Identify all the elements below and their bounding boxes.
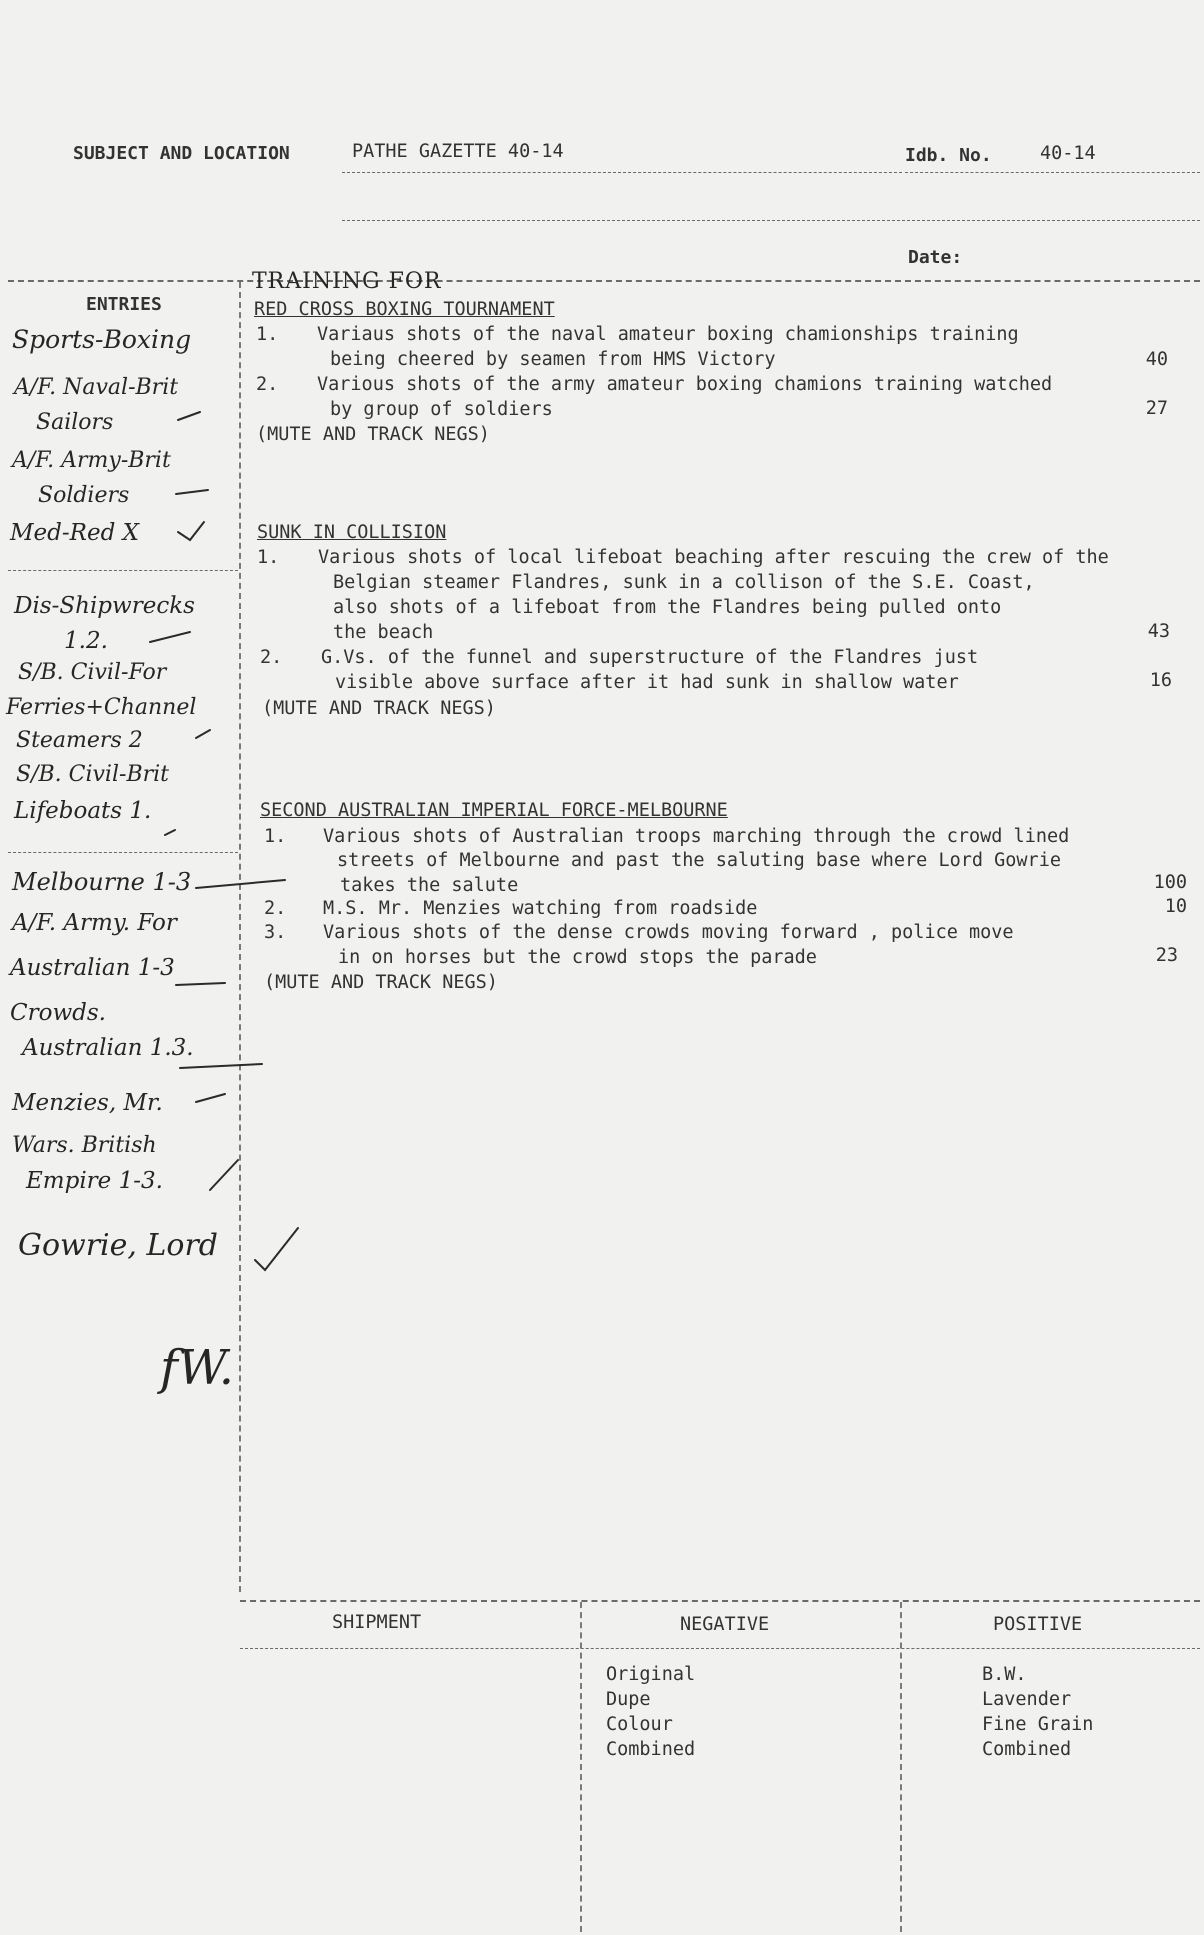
story-1-note: (MUTE AND TRACK NEGS) — [256, 424, 490, 445]
positive-combined: Combined — [982, 1739, 1072, 1760]
story-1-item-2-footage: 27 — [1145, 398, 1168, 419]
handwritten-title-note: TRAINING FOR — [252, 269, 442, 294]
story-1-item-1-line-2: being cheered by seamen from HMS Victory — [330, 349, 776, 370]
negative-colour: Colour — [606, 1714, 673, 1735]
check-sailors — [178, 412, 200, 420]
story-2-item-1-footage: 43 — [1147, 621, 1170, 642]
shipment-label: SHIPMENT — [332, 1612, 422, 1633]
story-3-item-1-line-3: takes the salute — [340, 875, 519, 896]
entry-dis-shipwrecks: Dis-Shipwrecks — [14, 593, 195, 619]
story-3-item-3-line-1: Various shots of the dense crowds moving forward , police move — [323, 922, 1014, 943]
entry-wars-british: Wars. British — [12, 1133, 157, 1158]
story-3-item-3-footage: 23 — [1155, 945, 1178, 966]
story-1-item-2-line-1: Various shots of the army amateur boxing chamions training watched — [317, 374, 1053, 395]
story-3-item-3-num: 3. — [264, 922, 287, 943]
positive-label: POSITIVE — [993, 1614, 1083, 1635]
check-med-red-x — [178, 522, 204, 540]
check-steamers — [196, 730, 210, 738]
entry-af-army-for: A/F. Army. For — [12, 910, 177, 936]
entry-ferries-channel: Ferries+Channel — [6, 695, 197, 720]
entry-af-naval-brit: A/F. Naval-Brit — [14, 375, 179, 400]
footer-header-rule — [240, 1648, 1200, 1649]
story-3-item-2-footage: 10 — [1164, 896, 1187, 917]
story-1-item-1-footage: 40 — [1145, 349, 1168, 370]
negative-dupe: Dupe — [606, 1689, 651, 1710]
entry-lifeboats: Lifeboats 1. — [14, 798, 152, 824]
story-2-item-1-line-1: Various shots of local lifeboat beaching after rescuing the crew of the — [318, 547, 1109, 568]
story-3-item-2-num: 2. — [264, 898, 287, 919]
check-empire — [210, 1160, 238, 1190]
entry-crowds: Crowds. — [10, 1000, 106, 1026]
underline-melbourne — [196, 880, 285, 888]
story-2-note: (MUTE AND TRACK NEGS) — [262, 698, 496, 719]
story-2-item-1-line-2: Belgian steamer Flandres, sunk in a collison of the S.E. Coast, — [333, 572, 1035, 593]
entry-australian-2: Australian 1.3. — [22, 1035, 194, 1061]
check-lifeboats — [165, 830, 175, 835]
positive-bw: B.W. — [982, 1664, 1027, 1685]
entry-dis-shipwrecks-items: 1.2. — [64, 628, 108, 654]
entries-heading: ENTRIES — [86, 294, 162, 315]
negative-original: Original — [606, 1664, 696, 1685]
entry-soldiers: Soldiers — [38, 483, 130, 508]
story-1-item-2-num: 2. — [256, 374, 279, 395]
entry-menzies: Menzies, Mr. — [12, 1090, 163, 1116]
entry-sports-boxing: Sports-Boxing — [12, 325, 192, 354]
footer-divider-1 — [580, 1602, 582, 1932]
story-3-item-1-line-1: Various shots of Australian troops marching through the crowd lined — [323, 826, 1070, 847]
id-value: 40-14 — [1040, 143, 1096, 164]
subject-label: SUBJECT AND LOCATION — [73, 143, 290, 164]
entry-af-army-brit: A/F. Army-Brit — [12, 448, 171, 473]
check-shipwrecks — [150, 632, 190, 642]
story-3-title: SECOND AUSTRALIAN IMPERIAL FORCE-MELBOURNE — [260, 800, 728, 821]
story-2-item-2-line-2: visible above surface after it had sunk in shallow water — [335, 672, 959, 693]
story-2-item-2-num: 2. — [260, 647, 283, 668]
entry-sb-civil-for: S/B. Civil-For — [18, 660, 167, 685]
check-menzies — [196, 1094, 225, 1102]
id-label: Idb. No. — [905, 145, 992, 166]
footer-divider-2 — [900, 1602, 902, 1932]
entry-melbourne: Melbourne 1-3 — [12, 868, 192, 896]
underline-australian-2 — [180, 1064, 262, 1068]
positive-fine-grain: Fine Grain — [982, 1714, 1094, 1735]
entry-steamers: Steamers 2 — [16, 728, 143, 753]
story-2-item-1-line-4: the beach — [333, 622, 434, 643]
date-label: Date: — [908, 247, 963, 268]
subject-value: PATHE GAZETTE 40-14 — [352, 141, 564, 162]
story-2-item-1-line-3: also shots of a lifeboat from the Flandres being pulled onto — [333, 597, 1002, 618]
story-1-title: RED CROSS BOXING TOURNAMENT — [254, 299, 555, 320]
entry-australian-1: Australian 1-3 — [10, 955, 175, 981]
initials-signature: fW. — [160, 1340, 234, 1396]
story-2-item-1-num: 1. — [257, 547, 280, 568]
story-3-note: (MUTE AND TRACK NEGS) — [264, 972, 498, 993]
story-2-item-2-footage: 16 — [1149, 670, 1172, 691]
entry-med-red-x: Med-Red X — [10, 520, 139, 546]
story-1-item-1-line-1: Variaus shots of the naval amateur boxing chamionships training — [317, 324, 1019, 345]
story-3-item-1-num: 1. — [264, 826, 287, 847]
story-2-item-2-line-1: G.Vs. of the funnel and superstructure of the Flandres just — [321, 647, 979, 668]
story-3-item-1-line-2: streets of Melbourne and past the saluting base where Lord Gowrie — [337, 850, 1061, 871]
check-gowrie — [255, 1228, 298, 1270]
negative-label: NEGATIVE — [680, 1614, 770, 1635]
entry-gowrie-lord: Gowrie, Lord — [18, 1228, 218, 1263]
story-1-item-2-line-2: by group of soldiers — [330, 399, 553, 420]
check-soldiers — [176, 490, 208, 494]
entry-sailors: Sailors — [36, 410, 114, 435]
story-3-item-2-line-1: M.S. Mr. Menzies watching from roadside — [323, 898, 758, 919]
story-1-item-1-num: 1. — [256, 324, 279, 345]
entry-empire: Empire 1-3. — [26, 1168, 163, 1194]
story-2-title: SUNK IN COLLISION — [257, 522, 447, 543]
underline-australian — [176, 983, 225, 985]
negative-combined: Combined — [606, 1739, 696, 1760]
story-3-item-3-line-2: in on horses but the crowd stops the parade — [338, 947, 817, 968]
entry-sb-civil-brit: S/B. Civil-Brit — [16, 762, 170, 787]
footer-top-rule — [240, 1600, 1200, 1602]
positive-lavender: Lavender — [982, 1689, 1072, 1710]
story-3-item-1-footage: 100 — [1153, 872, 1187, 893]
